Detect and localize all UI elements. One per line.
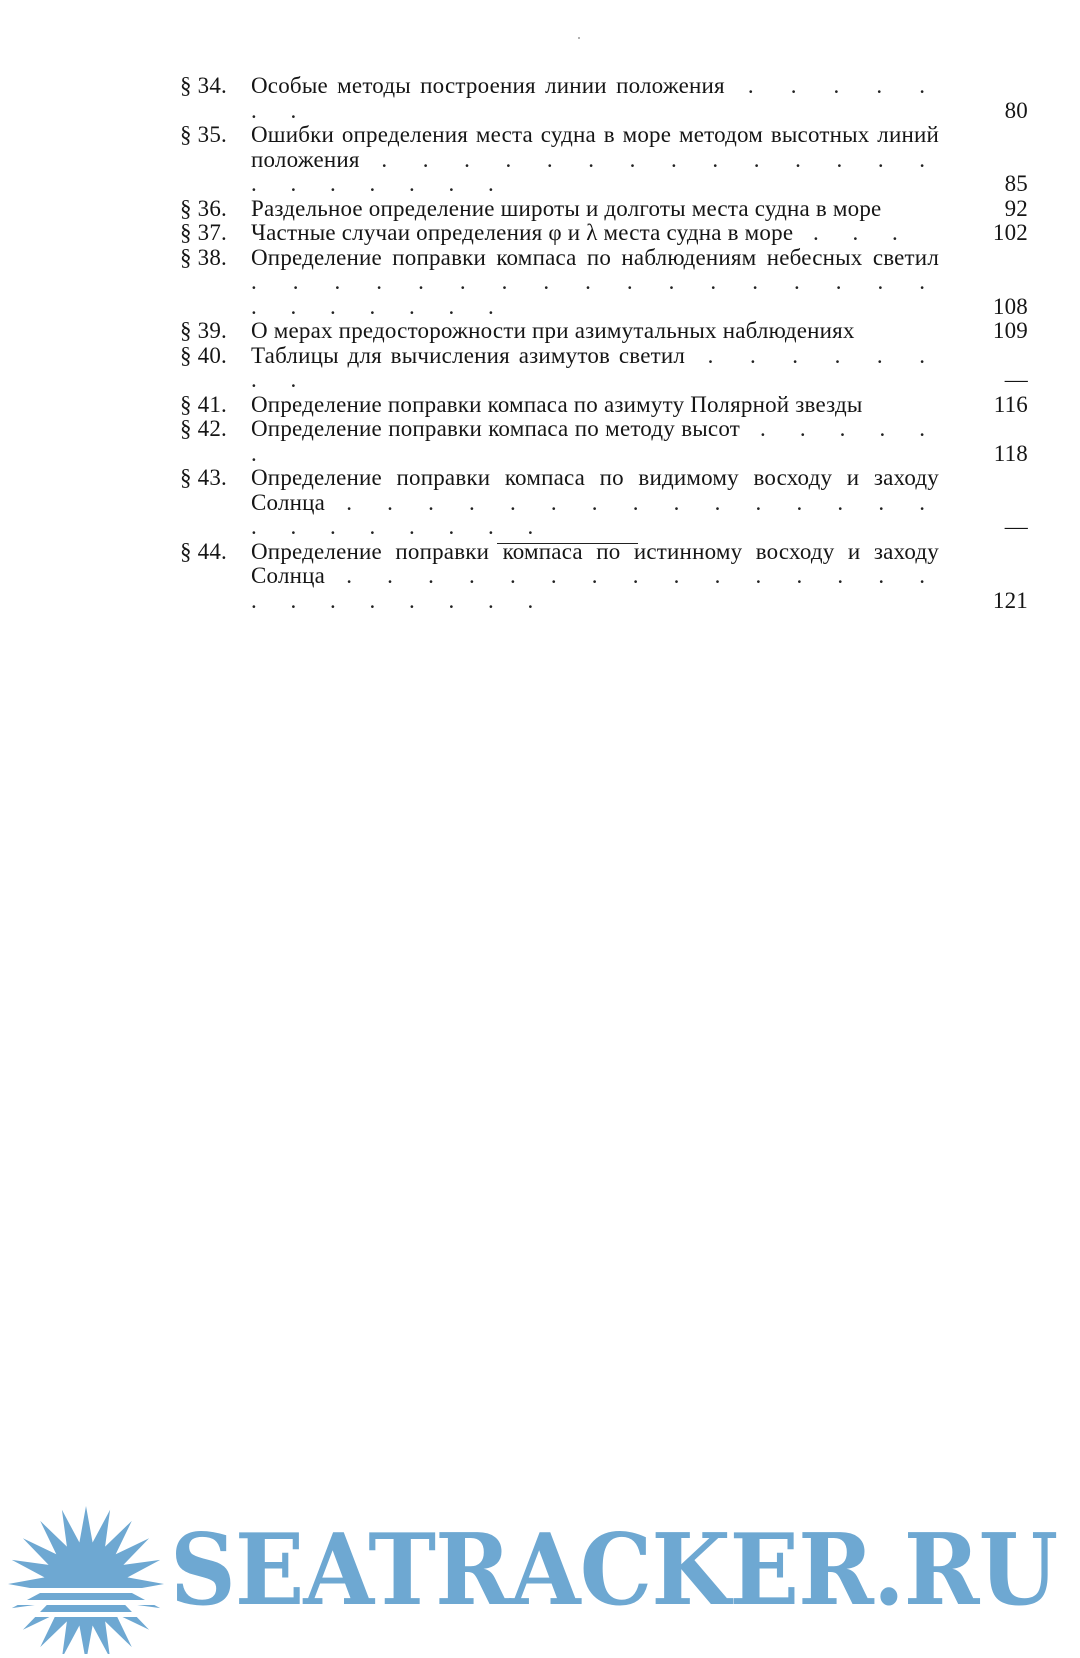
toc-entry-title: Определение поправки компаса по наблюдениям небесных светил [251,244,939,270]
toc-entry-title: Таблицы для вычисления азимутов светил [251,342,686,368]
toc-entry-34 [180,74,1030,123]
toc-section-number: § 39. [180,318,227,343]
section-end-rule [497,543,638,544]
toc-entry-title: Раздельное определение широты и долготы места судна в море [251,195,882,221]
toc-section-number: § 44. [180,538,227,564]
toc-section-number: § 38. [180,244,227,270]
toc-section-number: § 37. [180,220,227,245]
toc-entry-title: Определение поправки компаса по видимому восходу и заходу Солнца [251,465,939,515]
toc-leader-dots: . . . [793,220,912,245]
toc-section-number: § 42. [180,416,227,441]
toc-entry-title: Частные случаи определения φ и λ места судна в море [251,220,794,245]
toc-entry-40 [180,344,1030,393]
toc-page-number: 80 [1004,97,1028,123]
watermark [0,1498,1080,1658]
toc-section-number: § 43. [180,465,227,490]
toc-entry-title-wrap [251,74,939,123]
toc-page-number: 109 [992,318,1028,343]
toc-page-number: 85 [1004,171,1028,196]
toc-entry-38 [180,246,1030,320]
toc-section-number: § 35. [180,122,227,147]
toc-entry-title: Определение поправки компаса по истинному восходу и заходу Солнца [251,538,939,588]
toc-page-number: 108 [992,293,1028,319]
sun-logo-icon [6,1502,166,1654]
toc-entry-title: Определение поправки компаса по азимуту Полярной звезды [251,391,863,417]
toc-page-number: 116 [993,391,1028,417]
toc-section-number: § 40. [180,342,227,368]
toc-entry-39 [180,319,1030,344]
toc-entry-title-wrap [251,417,939,466]
toc-entry-title: О мерах предосторожности при азимутальных наблюдениях [251,318,855,343]
toc-entry-title-wrap [251,393,939,418]
toc-entry-title-wrap [251,221,939,246]
toc-entry-44 [180,540,1030,614]
toc-page-number: 92 [1004,195,1028,221]
toc-entry-title: Определение поправки компаса по методу высот [251,416,740,441]
toc-entry-42 [180,417,1030,466]
toc-entry-title-wrap [251,344,939,393]
toc-leader-dots: . . . . . . . . . . . . . . . . . . . . . . . [251,489,939,539]
table-of-contents [180,74,1030,613]
toc-leader-dots: . . . . . . . . . . . . . . . . . . . . . [251,146,939,196]
toc-entry-title: Особые методы построения линии положения [251,73,725,98]
toc-entry-title-wrap [251,123,939,197]
toc-entry-title: Ошибки определения места судна в море методом высотных линий положения [251,122,939,172]
toc-entry-41 [180,393,1030,418]
toc-page-number: 102 [992,220,1028,245]
toc-leader-dots: . . . . . . [251,416,940,466]
toc-page-number: 118 [993,440,1028,466]
watermark-text: SEATRACKER.RU [170,1513,1058,1628]
toc-entry-title-wrap [251,319,939,344]
toc-leader-dots: . . . . . . . . . . . . . . . . . . . . . . . . [251,269,939,319]
toc-leader-dots: . . . . . . . . [251,342,939,392]
toc-section-number: § 41. [180,391,227,417]
toc-entry-43 [180,466,1030,540]
toc-entry-35 [180,123,1030,197]
toc-entry-title-wrap [251,246,939,320]
toc-entry-title-wrap [251,540,939,614]
toc-leader-dots: . . . . . . . [251,73,939,123]
toc-leader-dots: . . . . . . . . . . . . . . . . . . . . . . . [251,563,939,613]
toc-section-number: § 36. [180,195,227,221]
toc-entry-37 [180,221,1030,246]
scan-speck [578,37,580,39]
toc-entry-title-wrap [251,197,939,222]
toc-page-number: — [1004,367,1028,392]
toc-page-number: — [1004,514,1028,539]
toc-entry-36 [180,197,1030,222]
toc-entry-title-wrap [251,466,939,540]
toc-section-number: § 34. [180,73,227,98]
toc-page-number: 121 [992,587,1028,613]
